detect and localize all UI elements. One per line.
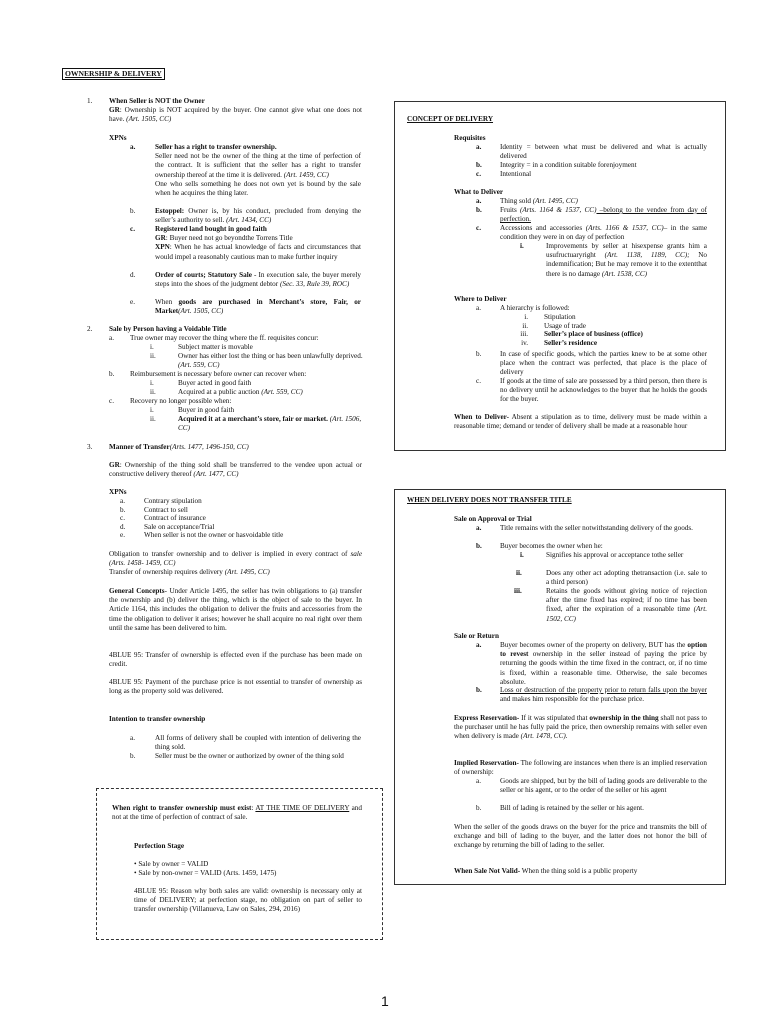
req-c: Intentional: [500, 170, 532, 178]
sor-a-pre: Buyer becomes owner of the property on delivery, BUT has the: [500, 641, 688, 649]
s2-a-ii-text: Owner has either lost the thing or has been unlawfully deprived.: [178, 352, 363, 360]
list-label: b.: [476, 350, 482, 358]
section-1-heading: When Seller is NOT the Owner: [109, 97, 205, 105]
wh-a: A hierarchy is followed:: [500, 304, 570, 312]
xpn-b-head: Estoppel:: [155, 207, 185, 215]
list-label: i.: [520, 242, 524, 250]
s2-b-ii-cite: (Art. 559, CC): [261, 388, 303, 396]
xpn-a-head: Seller has a right to transfer ownership.: [155, 143, 277, 151]
obligation-text: [109, 550, 362, 578]
list-label: a.: [109, 334, 114, 342]
list-label: e.: [130, 298, 135, 306]
list-label: i.: [524, 313, 528, 321]
obligation-cite: sale (Arts. 1458- 1459, CC): [109, 550, 363, 568]
xpn-d: [155, 271, 361, 289]
section-1-number: 1.: [87, 97, 93, 105]
xpn-c-gr-text: : Buyer need not go beyondthe Torrens Title: [165, 234, 293, 243]
xpn-b-text: Owner is, by his conduct, precluded from denying the seller’s authority to sell.: [155, 207, 361, 225]
wtd-b-rest: –belong to the vendee from day of perfection.: [500, 206, 708, 224]
s2-b-i: Buyer acted in good faith: [178, 379, 252, 387]
xpn-a-cite: (Art. 1459, CC): [283, 170, 329, 179]
xpn-e: [155, 298, 361, 316]
xpn-a-text2: One who sells something he does not own yet is bound by the sale when he acquires the thing later.: [155, 179, 361, 198]
xpn-c-head: Registered land bought in good faith: [155, 225, 267, 233]
soa-iii: [546, 587, 707, 624]
list-label: a.: [476, 197, 482, 205]
perfection-heading: Perfection Stage: [134, 842, 185, 850]
section-2-number: 2.: [87, 325, 93, 333]
dashbox-intro: [112, 804, 362, 822]
list-text: Contract to sell: [144, 505, 188, 514]
s2-b-ii-text: Acquired at a public auction: [178, 388, 260, 396]
wtd-c-cite: (Arts. 1166 & 1537, CC): [585, 224, 664, 232]
sor-b: [500, 686, 707, 704]
wtd-a: [500, 197, 578, 206]
ir-head: Implied Reservation-: [454, 759, 519, 767]
s3-xpns-label: XPNs: [109, 488, 127, 496]
list-label: a.: [130, 143, 136, 151]
ir-text: The following are instances when there is an implied reservation of ownership:: [454, 759, 707, 777]
s2-a-i: Subject matter is movable: [178, 343, 253, 351]
wtd-c: [500, 224, 707, 242]
ir-a: Goods are shipped, but by the bill of lading goods are deliverable to the seller or his agent, or to the order of the seller or his agent: [500, 777, 707, 795]
blue-2: 4BLUE 95: Payment of the purchase price is not essential to transfer of ownership as long as the property sold was delivered.: [109, 678, 362, 696]
list-label: b.: [476, 542, 482, 550]
er-rest: shall not pass to the purchaser until he has fully paid the price, then ownership remains with seller even when delivery is made: [454, 714, 707, 741]
not-valid-text: When the thing sold is a public property: [520, 867, 638, 875]
list-label: a.: [476, 304, 481, 312]
where-to-deliver-heading: Where to Deliver: [454, 295, 507, 303]
when-text: Absent a stipulation as to time, delivery must be made within a reasonable time; demand or tender of delivery shall be made at a reasonable hour: [454, 413, 707, 431]
section-2-heading: Sale by Person having a Voidable Title: [109, 325, 227, 333]
sor-a-bold: option to revest: [500, 641, 707, 659]
sor-b-underline: Loss or destruction of the property prior to return falls upon the buyer: [500, 686, 707, 694]
list-label: i.: [150, 406, 154, 414]
wtd-c-text: Accessions and accessories: [500, 224, 583, 232]
s3-gr-text: : Ownership of the thing sold shall be transferred to the vendee upon actual or constructive delivery thereof: [109, 461, 362, 479]
list-label: iii.: [514, 587, 522, 595]
list-text: Contrary stipulation: [144, 497, 202, 505]
xpn-c-xpn: XPN: [155, 243, 170, 252]
s2-c-i: Buyer in good faith: [178, 406, 235, 414]
dashbox-colon: :: [251, 804, 256, 812]
section-1-gr: [109, 106, 362, 124]
s3-gr-label: GR: [109, 461, 120, 469]
gr-text: : Ownership is NOT acquired by the buyer. One cannot give what one does not have.: [109, 106, 362, 124]
list-label: ii.: [522, 321, 528, 330]
list-label: b.: [120, 505, 126, 514]
wh-b: In case of specific goods, which the parties knew to be at some other place when the contract was perfected, that place is the place of delivery: [500, 350, 707, 377]
no-transfer-title: WHEN DELIVERY DOES NOT TRANSFER TITLE: [407, 496, 572, 504]
not-valid-head: When Sale Not Valid-: [454, 867, 521, 875]
s2-b: Reimbursement is necessary before owner can recover when:: [130, 370, 307, 378]
wtd-c-rest: – in the same condition they were in on day of perfection: [500, 224, 708, 242]
sale-approval-heading: Sale on Approval or Trial: [454, 515, 532, 523]
when-seller-draws: When the seller of the goods draws on the buyer for the price and transmits the bill of exchange and bill of lading to the buyer, and the latter does not honor the bill of exchange by returning the bill of lading to the seller.: [454, 823, 707, 850]
transfer-text: Transfer of ownership requires delivery: [109, 568, 223, 577]
implied-reservation: [454, 759, 707, 777]
s2-c-ii-cite: (Art. 1506, CC): [178, 415, 362, 433]
req-b: Integrity = in a condition suitable forenjoyment: [500, 161, 637, 169]
xpn-e-pre: When: [155, 298, 179, 306]
when-head: When to Deliver-: [454, 413, 509, 421]
list-label: iii.: [520, 330, 528, 339]
sale-return-heading: Sale or Return: [454, 632, 499, 640]
general-concepts: [109, 587, 362, 633]
list-label: c.: [476, 224, 481, 232]
soa-iii-text: Retains the goods without giving notice of rejection after the time fixed has expired; if no time has been fixed, after the expiration of a reasonable time: [546, 587, 707, 614]
sor-b-rest: and makes him responsible for the purchase price.: [500, 695, 645, 704]
ir-b: Bill of lading is retained by the seller or his agent.: [500, 804, 644, 812]
list-label: ii.: [150, 415, 156, 423]
express-reservation: [454, 714, 707, 742]
wh-c: If goods at the time of sale are possessed by a third person, then there is no delivery until he acknowledges to the buyer that he holds the goods for the buyer.: [500, 377, 707, 404]
xpn-c: [155, 225, 361, 262]
sor-a: [500, 641, 707, 687]
gr-label: GR: [109, 106, 120, 114]
er-head: Express Reservation-: [454, 714, 520, 722]
dashbox-underlined: AT THE TIME OF DELIVERY: [255, 804, 350, 812]
sale-not-valid: [454, 867, 707, 876]
dashbox-blue: 4BLUE 95: Reason why both sales are valid: ownership is necessary only at time of DELIVERY; at perfection stage, no obligation on part of seller to transfer ownership (Villanueva, Law on Sales, 294, 2016): [134, 887, 362, 914]
list-label: ii.: [150, 388, 156, 396]
xpn-c-gr: GR: [155, 234, 166, 243]
wtd-c-i-cite2: (Art. 1538, CC): [601, 269, 648, 278]
intention-b: Seller must be the owner or authorized by owner of the thing sold: [155, 752, 344, 760]
soa-b: Buyer becomes the owner when he:: [500, 542, 603, 550]
gr-cite: (Art. 1505, CC): [126, 115, 172, 124]
list-label: b.: [476, 161, 482, 169]
list-label: c.: [120, 514, 125, 523]
req-a: Identity = between what must be delivered and what is actually delivered: [500, 143, 707, 161]
soa-i: Signifies his approval or acceptance tothe seller: [546, 551, 684, 559]
xpn-a: [155, 143, 361, 198]
xpn-b-cite: (Art. 1434, CC): [226, 216, 272, 225]
sor-a-rest: ownership in the seller instead of paying the price by returning the goods within the time fixed in the contract, or, if no time is fixed, within a reasonable time. Otherwise, the sale becomes absolute.: [500, 650, 708, 686]
list-text: When seller is not the owner or hasvoidable title: [144, 531, 284, 540]
s3-gr: [109, 461, 362, 479]
blue-1: 4BLUE 95: Transfer of ownership is effected even if the purchase has been made on credit.: [109, 651, 362, 669]
xpn-a-text: Seller need not be the owner of the thing at the time of perfection of the contract. It is sufficient that the seller has a right to transfer ownership thereof at the time it is delivered.: [155, 152, 361, 179]
s2-a: True owner may recover the thing where the ff. requisites concur:: [130, 334, 319, 342]
xpn-d-cite: (Sec. 33, Rule 39, ROC): [279, 280, 350, 289]
soa-ii: Does any other act adopting thetransaction (i.e. sale to a third person): [546, 569, 707, 587]
list-label: d.: [120, 522, 126, 531]
er-bold: ownership in the thing: [589, 714, 659, 722]
list-label: c.: [109, 397, 114, 405]
dashbox-head: When right to transfer ownership must exist: [112, 804, 252, 812]
xpn-e-cite: (Art. 1505, CC): [178, 307, 224, 316]
er-cite: (Art. 1478, CC).: [520, 732, 568, 741]
xpns-label: XPNs: [109, 134, 127, 142]
list-text: Seller’s residence: [544, 338, 598, 347]
s2-a-ii: [178, 352, 364, 370]
list-label: b.: [476, 804, 482, 812]
list-label: a.: [476, 524, 482, 532]
section-3-heading: [109, 443, 249, 452]
wtd-c-i-cite: (Art. 1138, 1189, CC);: [604, 251, 690, 260]
perfection-bullet-1: • Sale by owner = VALID: [134, 860, 209, 868]
s2-c-ii: [178, 415, 366, 433]
list-text: Contract of insurance: [144, 514, 206, 523]
wtd-c-i-text: Improvements by seller at hisexpense grants him a usufructuaryright: [546, 242, 707, 260]
wtd-c-i-rest: No indemnification; But he may remove it to the extentthat there is no damage: [546, 251, 707, 278]
list-label: iv.: [521, 338, 528, 347]
when-to-deliver: [454, 413, 707, 431]
list-label: a.: [120, 497, 125, 505]
requisites-heading: Requisites: [454, 134, 486, 142]
list-text: Sale on acceptance/Trial: [144, 522, 215, 531]
s2-c: Recovery no longer possible when:: [130, 397, 232, 405]
list-text: Usage of trade: [544, 321, 586, 330]
list-label: ii.: [150, 352, 156, 360]
xpn-b: [155, 207, 361, 225]
s2-c-ii-text: Acquired it at a merchant’s store, fair or market.: [178, 415, 328, 423]
wtd-a-text: Thing sold: [500, 197, 531, 205]
soa-a: Title remains with the seller notwithstanding delivery of the goods.: [500, 524, 693, 532]
xpn-c-xpn-text: : When he has actual knowledge of facts and circumstances that would impel a reasonably cautious man to make further inquiry: [155, 243, 361, 261]
dashbox-rest: and not at the time of perfection of contract of sale.: [112, 804, 362, 822]
s2-a-ii-cite: (Art. 559, CC): [178, 361, 220, 370]
list-label: i.: [150, 343, 154, 351]
er-pre: If it was stipulated that: [519, 714, 590, 722]
list-label: d.: [130, 271, 136, 279]
xpn-d-text: - In execution sale, the buyer merely steps into the shoes of the judgment debtor: [155, 271, 361, 289]
list-label: b.: [476, 686, 482, 694]
section-3-number: 3.: [87, 443, 93, 451]
intention-a: All forms of delivery shall be coupled with intention of delivering the thing sold.: [155, 734, 361, 752]
list-label: a.: [476, 143, 482, 151]
list-label: a.: [476, 777, 481, 785]
what-to-deliver-heading: What to Deliver: [454, 188, 504, 196]
soa-iii-cite: (Art. 1502, CC): [546, 605, 707, 623]
list-text: Stipulation: [544, 313, 576, 321]
wtd-b-cite: (Arts. 1164 & 1537, CC): [519, 206, 597, 214]
list-label: b.: [109, 370, 115, 378]
page-number: 1: [381, 993, 389, 1009]
list-label: b.: [130, 207, 136, 215]
xpn-d-head: Order of courts; Statutory Sale: [155, 271, 252, 279]
list-label: i.: [520, 551, 524, 559]
perfection-bullet-2: • Sale by non-owner = VALID (Arts. 1459, 1475): [134, 869, 277, 877]
wtd-c-i: [546, 242, 707, 279]
concept-title: CONCEPT OF DELIVERY: [407, 115, 494, 123]
list-text: Seller’s place of business (office): [544, 330, 643, 339]
gc-head: General Concepts: [109, 587, 165, 595]
list-label: c.: [476, 170, 481, 178]
transfer-cite: (Art. 1495, CC): [224, 568, 270, 577]
obligation-main: Obligation to transfer ownership and to deliver is implied in every contract of: [109, 550, 348, 558]
page-title: OWNERSHIP & DELIVERY: [62, 68, 165, 80]
list-label: b.: [476, 206, 482, 214]
list-label: i.: [150, 379, 154, 387]
list-label: a.: [130, 734, 135, 742]
list-label: c.: [130, 225, 135, 233]
wtd-a-cite: (Art. 1495, CC): [532, 197, 578, 205]
wtd-b-text: Fruits: [500, 206, 517, 214]
intention-heading: Intention to transfer ownership: [109, 715, 206, 723]
list-label: a.: [476, 641, 482, 649]
s3-head-cite: (Arts. 1477, 1496-150, CC): [169, 443, 249, 451]
xpn-e-head: goods are purchased in Merchant’s store, Fair, or Market: [155, 298, 361, 316]
gc-text: - Under Article 1495, the seller has twin obligations to (a) transfer the ownership and (b) deliver the thing, which is the object of sale to the buyer. In Article 1164, this includes the obligation to deliver the fruits and accessories from the time the obligation to deliver it arises; however he shall acquire no real right over them until the same has been delivered to him.: [109, 587, 362, 632]
s2-b-ii: [178, 388, 303, 397]
list-label: ii.: [516, 569, 522, 577]
list-label: b.: [130, 752, 136, 760]
s3-gr-cite: (Art. 1477, CC): [193, 470, 239, 479]
wtd-b: [500, 206, 707, 224]
s3-head: Manner of Transfer: [109, 443, 170, 451]
list-label: c.: [476, 377, 481, 385]
list-label: e.: [120, 531, 125, 540]
